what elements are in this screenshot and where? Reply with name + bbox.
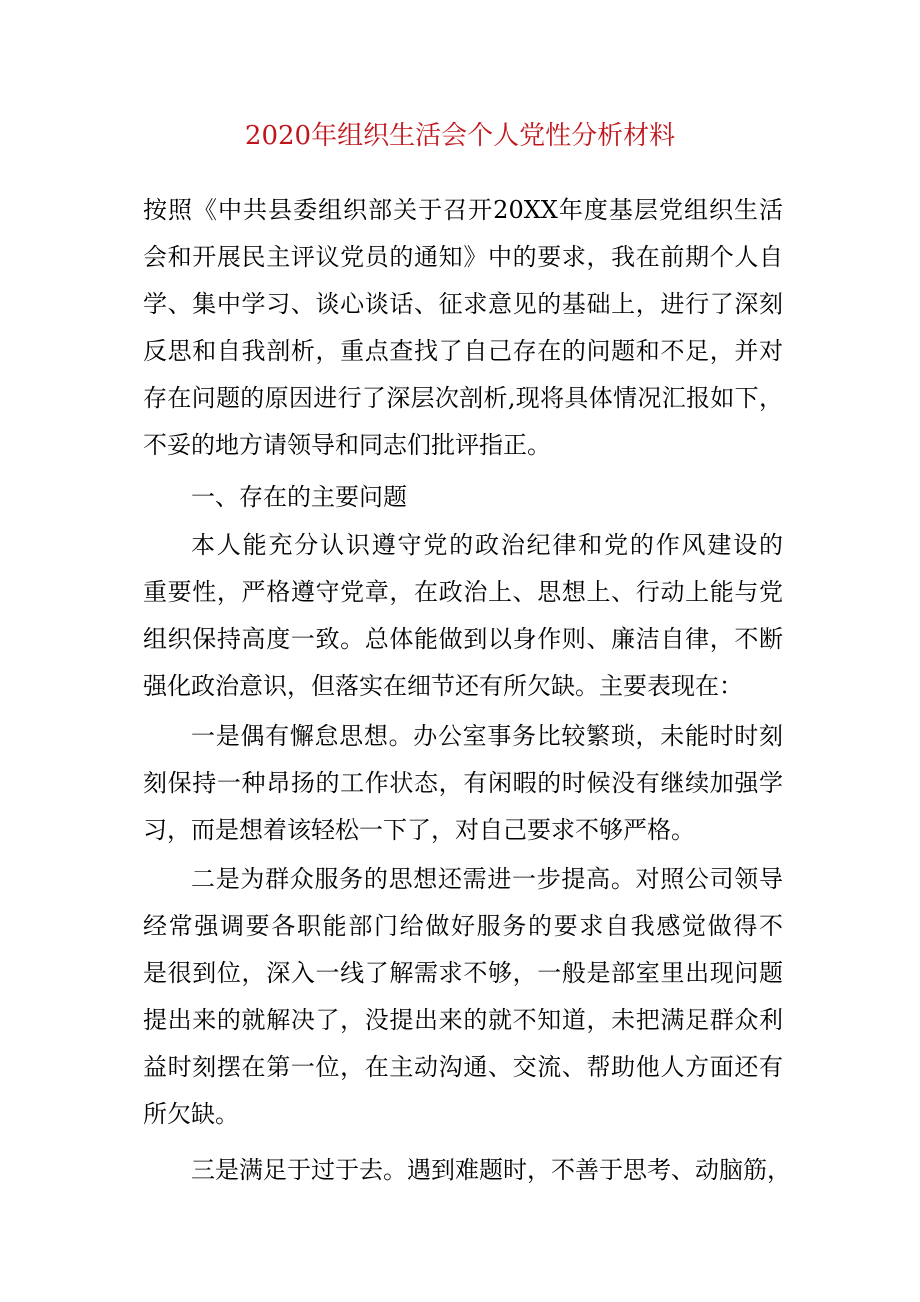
text-line: 不妥的地方请领导和同志们批评指正。 [143,431,551,459]
text-line: 三是满足于过于去。遇到难题时，不善于思考、动脑筋， [191,1156,791,1184]
text-line: 反思和自我剖析，重点查找了自己存在的问题和不足，并对 [143,337,783,365]
text-line: 会和开展民主评议党员的通知》中的要求，我在前期个人自 [143,243,783,271]
text-line: 按照《中共县委组织部关于召开20XX年度基层党组织生活 [143,196,783,224]
text-line: 习，而是想着该轻松一下了，对自己要求不够严格。 [143,816,695,844]
text-line: 二是为群众服务的思想还需进一步提高。对照公司领导 [191,865,783,893]
document-title: 2020年组织生活会个人党性分析材料 [244,121,676,151]
text-line: 经常强调要各职能部门给做好服务的要求自我感觉做得不 [143,912,783,940]
text-line: 所欠缺。 [143,1100,239,1128]
text-line: 重要性，严格遵守党章，在政治上、思想上、行动上能与党 [143,578,783,606]
text-line: 提出来的就解决了，没提出来的就不知道，未把满足群众利 [143,1006,783,1034]
paragraph-point-three [143,1147,791,1194]
text-line: 刻保持一种昂扬的工作状态，有闲暇的时候没有继续加强学 [143,769,783,797]
paragraph-intro [143,187,783,469]
paragraph-overview [143,522,783,710]
paragraph-point-two [143,856,783,1138]
paragraph-point-one [143,713,783,854]
text-line: 学、集中学习、谈心谈话、征求意见的基础上，进行了深刻 [143,290,783,318]
section-heading [143,474,783,521]
text-line: 一是偶有懈怠思想。办公室事务比较繁琐，未能时时刻 [191,722,783,750]
heading-text: 一、存在的主要问题 [191,483,407,511]
text-line: 强化政治意识，但落实在细节还有所欠缺。主要表现在： [143,672,743,700]
text-line: 存在问题的原因进行了深层次剖析,现将具体情况汇报如下， [143,384,783,412]
text-line: 是很到位，深入一线了解需求不够，一般是部室里出现问题 [143,959,783,987]
text-line: 组织保持高度一致。总体能做到以身作则、廉洁自律，不断 [143,625,783,653]
text-line: 本人能充分认识遵守党的政治纪律和党的作风建设的 [191,531,783,559]
text-line: 益时刻摆在第一位，在主动沟通、交流、帮助他人方面还有 [143,1053,783,1081]
